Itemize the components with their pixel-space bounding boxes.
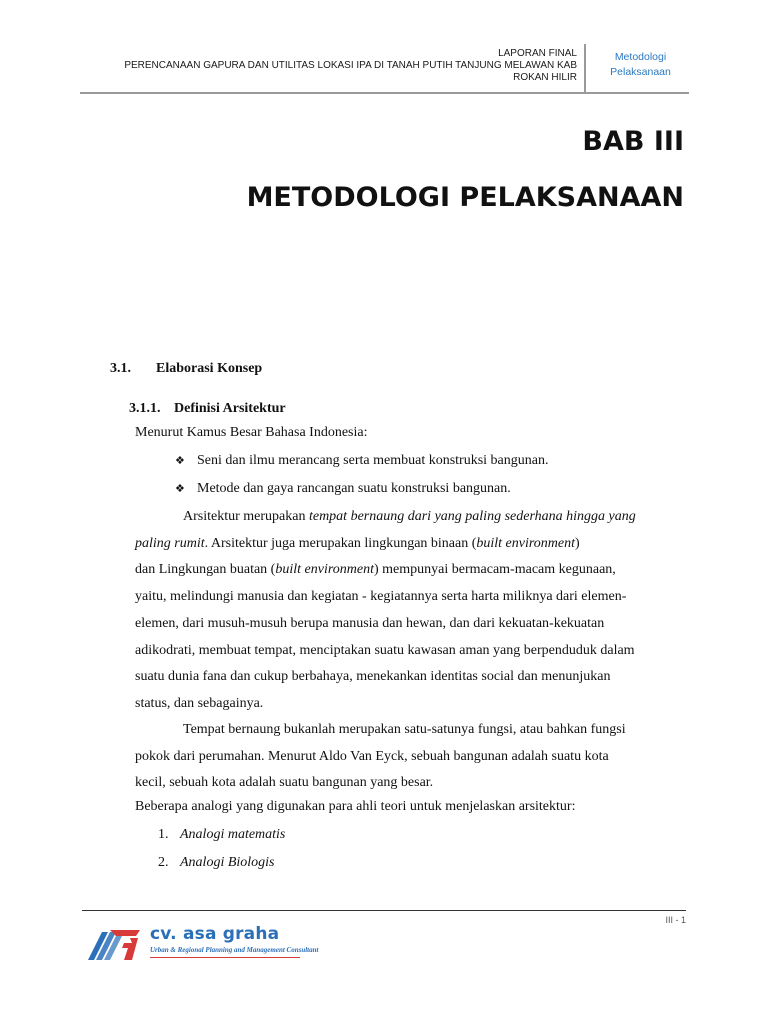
paragraph-line: Arsitektur merupakan tempat bernaung dari yang paling sederhana hingga yang bbox=[183, 509, 636, 524]
paragraph-line: yaitu, melindungi manusia dan kegiatan - kegiatannya serta harta miliknya dari elemen- bbox=[135, 589, 627, 605]
bullet-item: ❖ Seni dan ilmu merancang serta membuat konstruksi bangunan. bbox=[175, 451, 548, 471]
subsection-heading bbox=[129, 401, 286, 417]
paragraph-line: status, dan sebagainya. bbox=[135, 695, 264, 711]
section-title: Elaborasi Konsep bbox=[156, 361, 263, 376]
chapter-number: BAB III bbox=[582, 126, 684, 157]
header-rule bbox=[80, 92, 689, 94]
header-divider bbox=[584, 44, 586, 92]
project-title: PERENCANAAN GAPURA DAN UTILITAS LOKASI IPA DI TANAH PUTIH TANJUNG MELAWAN KAB bbox=[124, 60, 577, 71]
paragraph-line: Tempat bernaung bukanlah merupakan satu-satunya fungsi, atau bahkan fungsi bbox=[183, 722, 626, 737]
paragraph-line: elemen, dari musuh-musuh berupa manusia dan hewan, dan dari kekuatan-kekuatan bbox=[135, 615, 605, 631]
diamond-bullet-icon: ❖ bbox=[175, 454, 185, 467]
section-heading bbox=[110, 361, 262, 377]
paragraph-line: dan Lingkungan buatan (built environment) mempunyai bermacam-macam kegunaan, bbox=[135, 562, 616, 578]
paragraph-line: adikodrati, membuat tempat, menciptakan suatu kawasan aman yang berpenduduk dalam bbox=[135, 642, 635, 658]
project-location: ROKAN HILIR bbox=[513, 72, 577, 83]
page-header bbox=[80, 44, 689, 94]
numbered-list-item: 1. Analogi matematis bbox=[158, 827, 286, 842]
diamond-bullet-icon: ❖ bbox=[175, 482, 185, 495]
intro-text: Menurut Kamus Besar Bahasa Indonesia: bbox=[135, 425, 368, 440]
analogi-intro: Beberapa analogi yang digunakan para ahli teori untuk menjelaskan arsitektur: bbox=[135, 799, 576, 814]
paragraph-definition bbox=[135, 504, 681, 718]
paragraph-shelter bbox=[135, 717, 681, 797]
company-tagline: Urban & Regional Planning and Management Consultant bbox=[150, 946, 319, 954]
subsection-title: Definisi Arsitektur bbox=[174, 401, 286, 416]
company-name: cv. asa graha bbox=[150, 924, 280, 944]
report-title-block bbox=[124, 48, 577, 84]
paragraph-line: kecil, sebuah kota adalah suatu bangunan yang besar. bbox=[135, 775, 434, 791]
subsection-number: 3.1.1. bbox=[129, 401, 161, 416]
paragraph-line: pokok dari perumahan. Menurut Aldo Van Eyck, sebuah bangunan adalah suatu kota bbox=[135, 748, 609, 764]
company-logo-icon bbox=[86, 924, 146, 964]
company-rule bbox=[150, 957, 300, 958]
paragraph-line: paling rumit. Arsitektur juga merupakan lingkungan binaan (built environment) bbox=[135, 535, 580, 551]
page-number: III - 1 bbox=[665, 915, 686, 925]
header-section-label: Metodologi Pelaksanaan bbox=[610, 51, 671, 78]
numbered-list-item: 2. Analogi Biologis bbox=[158, 855, 275, 870]
paragraph-line: suatu dunia fana dan cukup berbahaya, menekankan identitas social dan menunjukan bbox=[135, 669, 611, 685]
bullet-item: ❖ Metode dan gaya rancangan suatu konstruksi bangunan. bbox=[175, 479, 511, 499]
report-type: LAPORAN FINAL bbox=[498, 48, 577, 59]
footer-rule bbox=[82, 910, 686, 911]
chapter-title: METODOLOGI PELAKSANAAN bbox=[246, 182, 684, 213]
section-number: 3.1. bbox=[110, 361, 131, 376]
